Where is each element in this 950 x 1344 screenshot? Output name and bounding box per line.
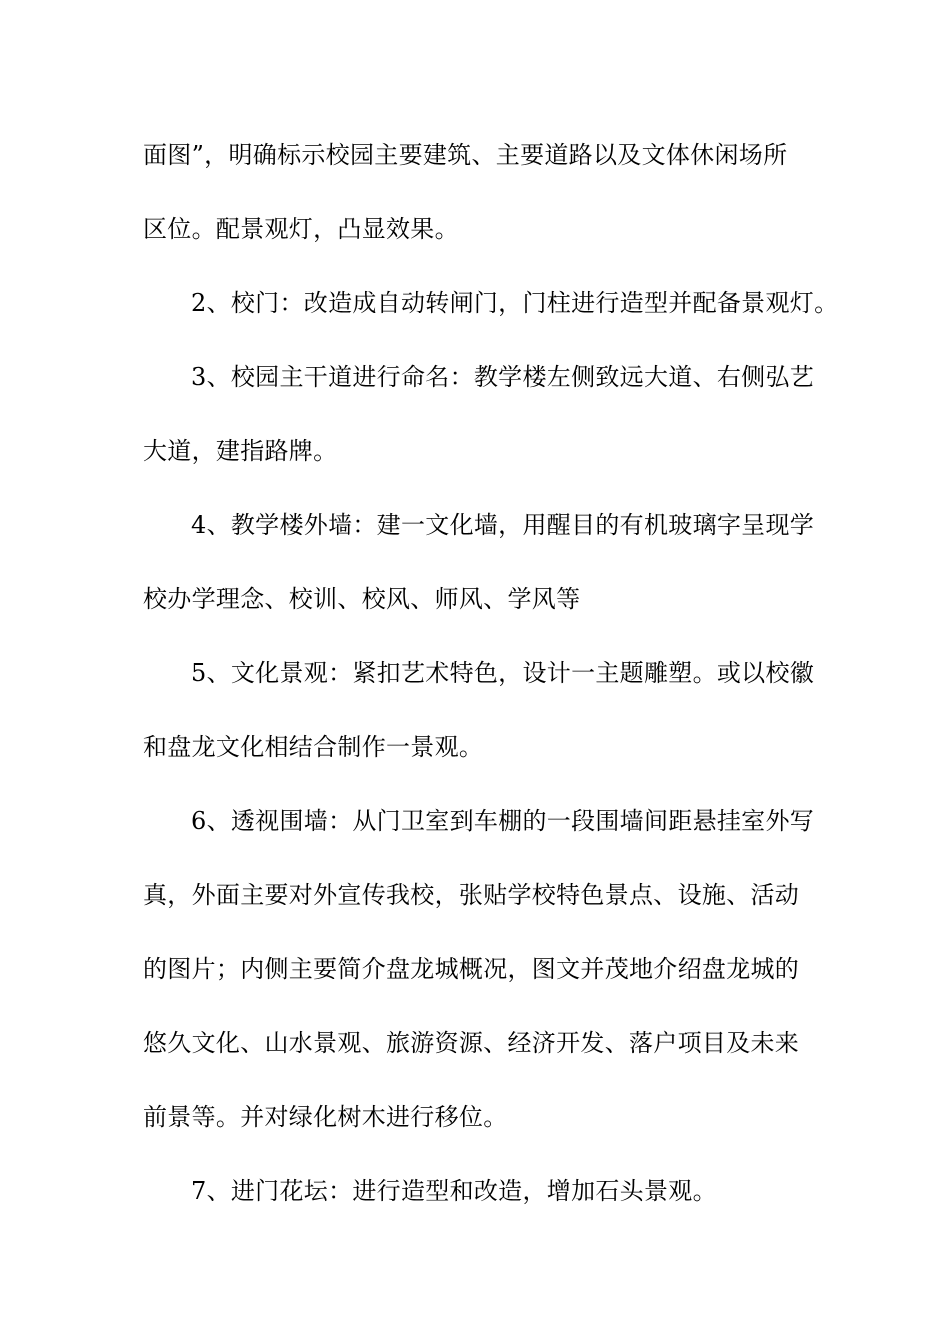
text-line-7: 校办学理念、校训、校风、师风、学风等 bbox=[143, 585, 581, 613]
text-line-2: 区位。配景观灯，凸显效果。 bbox=[143, 215, 459, 243]
text-line-8: 5、文化景观：紧扣艺术特色，设计一主题雕塑。或以校徽 bbox=[191, 659, 815, 687]
text-line-11: 真，外面主要对外宣传我校，张贴学校特色景点、设施、活动 bbox=[143, 881, 800, 909]
text-line-4: 3、校园主干道进行命名：教学楼左侧致远大道、右侧弘艺 bbox=[191, 363, 815, 391]
text-line-6: 4、教学楼外墙：建一文化墙，用醒目的有机玻璃字呈现学 bbox=[191, 511, 815, 539]
text-line-10: 6、透视围墙：从门卫室到车棚的一段围墙间距悬挂室外写 bbox=[191, 807, 815, 835]
document-body bbox=[143, 118, 839, 1228]
text-line-13: 悠久文化、山水景观、旅游资源、经济开发、落户项目及未来 bbox=[143, 1029, 800, 1057]
text-line-15: 7、进门花坛：进行造型和改造，增加石头景观。 bbox=[191, 1177, 717, 1205]
text-line-12: 的图片；内侧主要简介盘龙城概况，图文并茂地介绍盘龙城的 bbox=[143, 955, 800, 983]
text-line-3: 2、校门：改造成自动转闸门，门柱进行造型并配备景观灯。 bbox=[191, 289, 839, 317]
text-line-9: 和盘龙文化相结合制作一景观。 bbox=[143, 733, 484, 761]
text-line-1: 面图”，明确标示校园主要建筑、主要道路以及文体休闲场所 bbox=[143, 141, 788, 169]
text-line-5: 大道，建指路牌。 bbox=[143, 437, 338, 465]
text-line-14: 前景等。并对绿化树木进行移位。 bbox=[143, 1103, 508, 1131]
